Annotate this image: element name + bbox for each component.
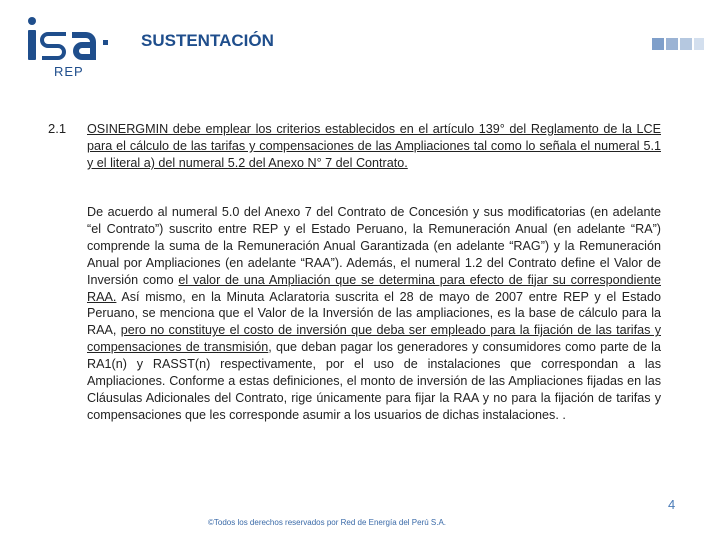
body-text: , que deban pagar los generadores y consumidores como parte de la RA1(n) y RASST(n) respectivamente, por el uso de instalaciones que correspondan a las Ampliaciones. Conforme a estas definiciones, el monto de inversión de las Ampliaciones fijadas en las Cláusulas Adicionales del Contrato, rige únicamente para fijar la RAA y no para la fijación de tarifas y compensaciones que les corresponde asumir a los usuarios de dichas instalaciones. . [87, 340, 661, 422]
page-number: 4 [668, 497, 676, 512]
logo-rep-label: REP [54, 64, 84, 79]
body-text-underlined: pero no constituye el costo de inversión que deba ser empleado para la fijación de las tarifas y compensaciones de transmisión [87, 323, 661, 355]
body-text: Así mismo, en la Minuta Aclaratoria suscrita el 28 de mayo de 2007 entre REP y el Estado Peruano, se menciona que el Valor de la Inversión de las ampliaciones, es la base de cálculo para la RAA, [87, 289, 661, 338]
copyright-footer: ©Todos los derechos reservados por Red de Energía del Perú S.A. [208, 518, 447, 527]
decorative-squares [652, 38, 712, 50]
section-heading: OSINERGMIN debe emplear los criterios establecidos en el artículo 139° del Reglamento de la LCE para el cálculo de las tarifas y compensaciones de las Ampliaciones tal como lo señala el numeral 5.1 y el literal a) del numeral 5.2 del Anexo N° 7 del Contrato. [87, 122, 661, 170]
slide-title: SUSTENTACIÓN [141, 31, 274, 50]
section-number: 2.1 [48, 121, 67, 136]
body-paragraph [87, 204, 661, 424]
body-text-underlined: el valor de una Ampliación que se determina para efecto de fijar su correspondiente RAA. [87, 272, 661, 304]
body-text: De acuerdo al numeral 5.0 del Anexo 7 del Contrato de Concesión y sus modificatorias (en adelante “el Contrato”) suscrito entre REP y el Estado Peruano, la Remuneración Anual (en adelante “RA”) comprende la suma de la Remuneración Anual Garantizada (en adelante “RAG”) y la Remuneración Anual por Ampliaciones (en adelante “RAA”). Además, el numeral 1.2 del Contrato define el Valor de Inversión como [87, 205, 661, 287]
